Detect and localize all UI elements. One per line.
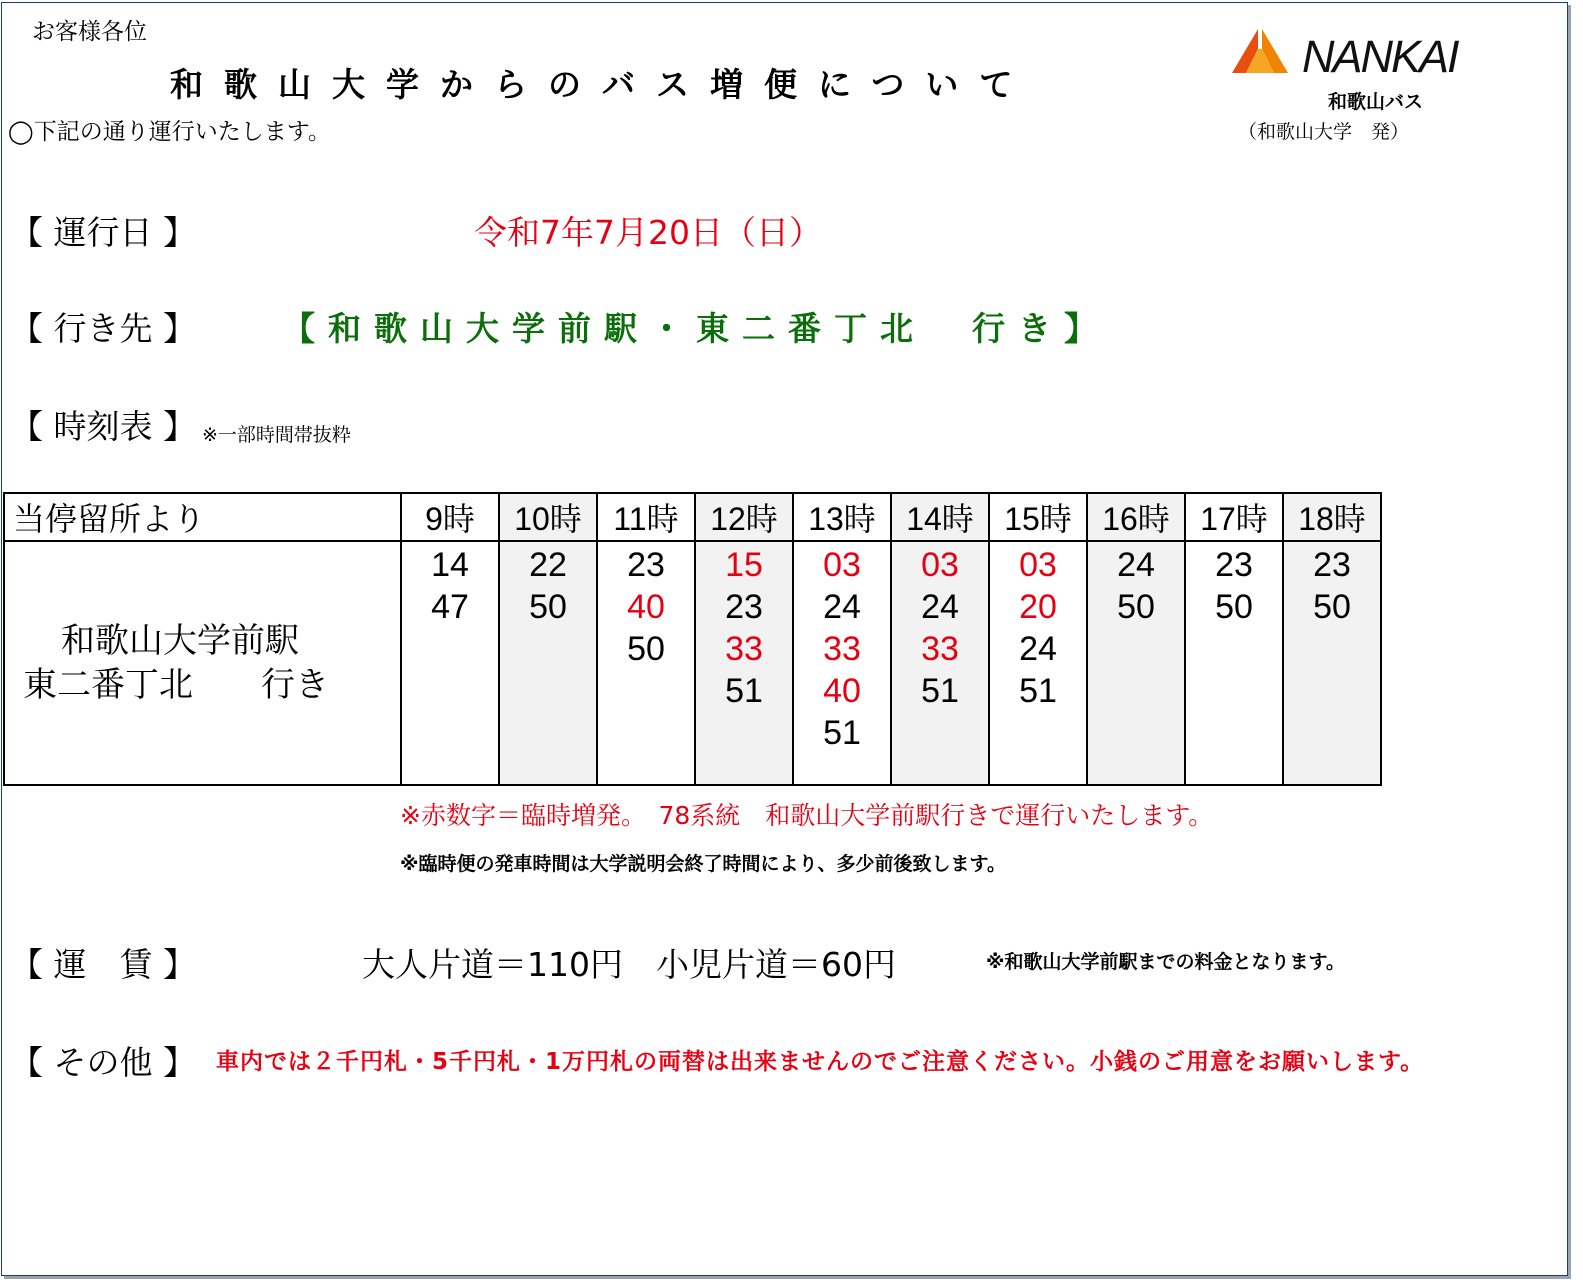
departure-minute: 33 bbox=[921, 630, 959, 668]
departure-minute: 40 bbox=[627, 588, 665, 626]
route-line-2: 東二番丁北 行き bbox=[23, 666, 329, 704]
hour-header: 13時 bbox=[793, 493, 891, 541]
hour-header: 16時 bbox=[1087, 493, 1185, 541]
hour-header: 11時 bbox=[597, 493, 695, 541]
service-date: 令和7年7月20日（日） bbox=[474, 213, 822, 252]
destination-label: 【 行き先 】 bbox=[10, 309, 196, 348]
stop-header: 当停留所より bbox=[4, 493, 401, 541]
departure-minute: 03 bbox=[823, 546, 861, 584]
logo-subtitle: 和歌山バス bbox=[1328, 91, 1424, 113]
departure-minute: 03 bbox=[921, 546, 959, 584]
timetable-label: 【 時刻表 】 bbox=[10, 407, 196, 446]
timetable-note: ※一部時間帯抜粋 bbox=[202, 424, 351, 446]
departure-minute: 24 bbox=[921, 588, 959, 626]
logo-brand: NANKAI bbox=[1302, 31, 1458, 82]
departure-minute: 03 bbox=[1019, 546, 1057, 584]
other-value: 車内では２千円札・5千円札・1万円札の両替は出来ませんのでご注意ください。小銭のご用意をお願いします。 bbox=[216, 1049, 1425, 1075]
departure-minute: 23 bbox=[725, 588, 763, 626]
departure-minute: 24 bbox=[823, 588, 861, 626]
timetable-row bbox=[4, 541, 1381, 785]
minutes-cell bbox=[597, 541, 695, 785]
departure-minute: 22 bbox=[529, 546, 567, 584]
departure-minute: 15 bbox=[725, 546, 763, 584]
timing-note: ※臨時便の発車時間は大学説明会終了時間により、多少前後致します。 bbox=[400, 853, 1006, 875]
departure-minute: 40 bbox=[823, 672, 861, 710]
greeting: お客様各位 bbox=[32, 19, 147, 45]
departure-minute: 24 bbox=[1117, 546, 1155, 584]
hour-header: 9時 bbox=[401, 493, 499, 541]
departure-minute: 24 bbox=[1019, 630, 1057, 668]
departure-minute: 50 bbox=[1117, 588, 1155, 626]
departure-minute: 23 bbox=[1215, 546, 1253, 584]
departure-minute: 50 bbox=[1215, 588, 1253, 626]
departure-minute: 23 bbox=[1313, 546, 1351, 584]
minutes-cell bbox=[793, 541, 891, 785]
logo-origin: （和歌山大学 発） bbox=[1238, 121, 1410, 143]
hour-header: 15時 bbox=[989, 493, 1087, 541]
hour-header: 17時 bbox=[1185, 493, 1283, 541]
minutes-cell bbox=[401, 541, 499, 785]
notice-sheet bbox=[1, 2, 1568, 1276]
minutes-cell bbox=[499, 541, 597, 785]
departure-minute: 33 bbox=[823, 630, 861, 668]
minutes-cell bbox=[1087, 541, 1185, 785]
departure-minute: 51 bbox=[725, 672, 763, 710]
departure-minute: 14 bbox=[431, 546, 469, 584]
extra-service-note: ※赤数字＝臨時増発。 78系統 和歌山大学前駅行きで運行いたします。 bbox=[400, 801, 1214, 830]
date-label: 【 運行日 】 bbox=[10, 213, 196, 252]
departure-minute: 23 bbox=[627, 546, 665, 584]
departure-minute: 50 bbox=[529, 588, 567, 626]
minutes-cell bbox=[891, 541, 989, 785]
timetable bbox=[3, 492, 1382, 786]
minutes-cell bbox=[989, 541, 1087, 785]
departure-minute: 50 bbox=[1313, 588, 1351, 626]
departure-minute: 47 bbox=[431, 588, 469, 626]
departure-minute: 51 bbox=[1019, 672, 1057, 710]
intro-text: ◯下記の通り運行いたします。 bbox=[8, 119, 331, 145]
hour-header: 18時 bbox=[1283, 493, 1381, 541]
hour-header: 12時 bbox=[695, 493, 793, 541]
hour-header: 14時 bbox=[891, 493, 989, 541]
minutes-cell bbox=[695, 541, 793, 785]
route-line-1: 和歌山大学前駅 bbox=[61, 622, 299, 660]
other-label: 【 その他 】 bbox=[10, 1043, 196, 1082]
timetable-header-row bbox=[4, 493, 1381, 541]
fare-label: 【 運 賃 】 bbox=[10, 945, 196, 984]
page-title: 和歌山大学からのバス増便について bbox=[170, 65, 1034, 104]
fare-note: ※和歌山大学前駅までの料金となります。 bbox=[986, 951, 1345, 973]
nankai-mark-icon bbox=[1228, 27, 1292, 83]
departure-minute: 20 bbox=[1019, 588, 1057, 626]
route-cell bbox=[4, 541, 401, 785]
destination-value: 【和歌山大学前駅・東二番丁北 行き】 bbox=[282, 309, 1110, 348]
nankai-logo bbox=[1228, 27, 1468, 147]
minutes-cell bbox=[1185, 541, 1283, 785]
fare-value: 大人片道＝110円 小児片道＝60円 bbox=[362, 945, 896, 984]
departure-minute: 50 bbox=[627, 630, 665, 668]
departure-minute: 51 bbox=[921, 672, 959, 710]
minutes-cell bbox=[1283, 541, 1381, 785]
hour-header: 10時 bbox=[499, 493, 597, 541]
departure-minute: 33 bbox=[725, 630, 763, 668]
departure-minute: 51 bbox=[823, 714, 861, 752]
